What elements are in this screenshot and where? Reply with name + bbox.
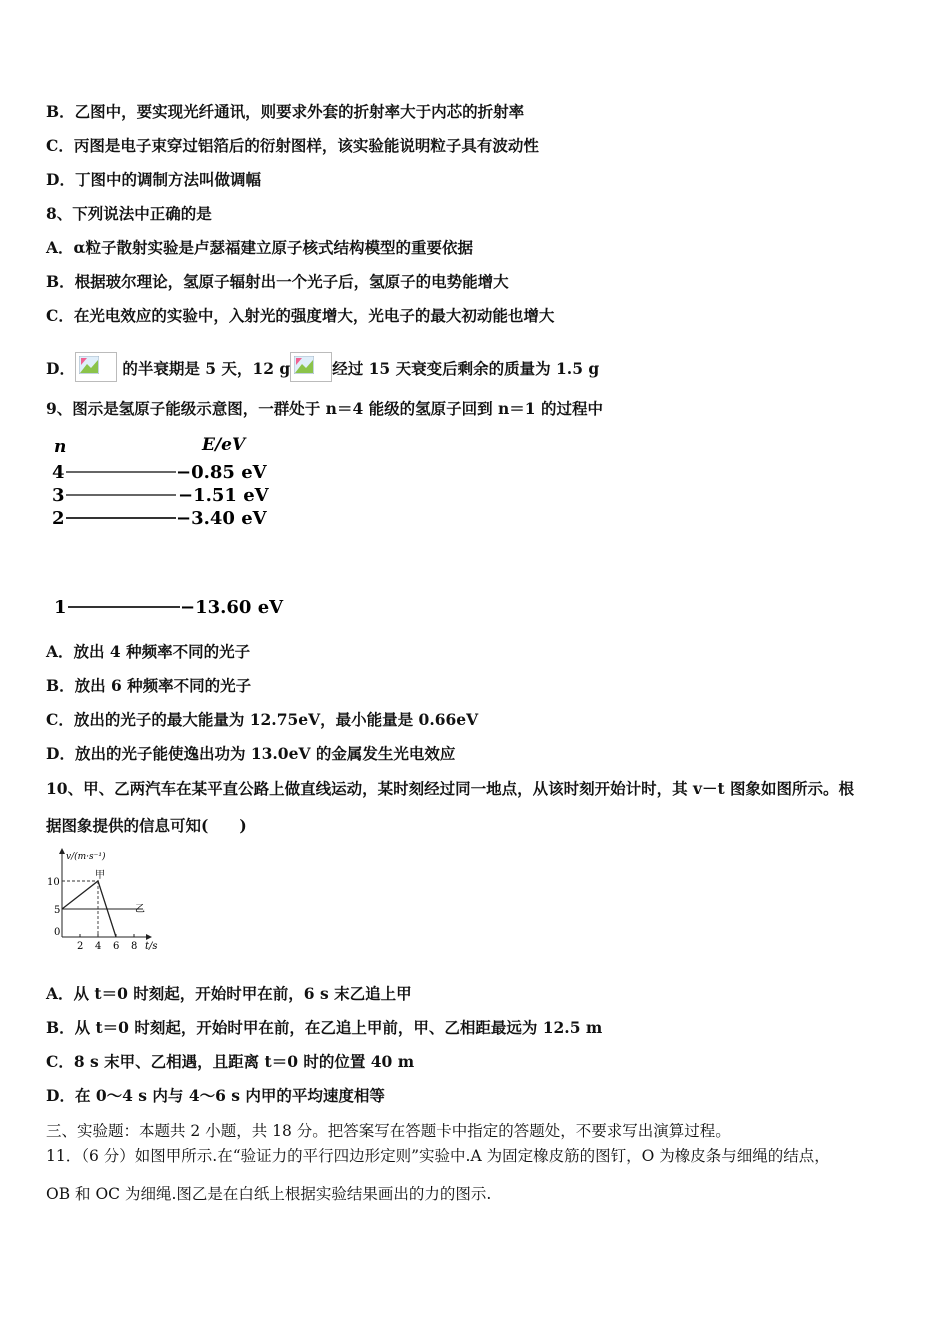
q10-option-c: C．8 s 末甲、乙相遇，且距离 t＝0 时的位置 40 m	[46, 1052, 415, 1071]
section-3-title: 三、实验题：本题共 2 小题，共 18 分。把答案写在答题卡中指定的答题处，不要求写出演算过程。	[46, 1122, 731, 1140]
q10-option-d: D．在 0～4 s 内与 4～6 s 内甲的平均速度相等	[46, 1086, 385, 1105]
y-tick-label: 0	[54, 927, 61, 938]
level-3-energy: −1.51 eV	[178, 485, 269, 506]
q8-stem: 8、下列说法中正确的是	[46, 204, 212, 223]
q8-option-d-prefix: D．	[46, 359, 75, 378]
level-1-n: 1	[54, 597, 67, 618]
energy-level-diagram	[46, 430, 286, 625]
q9-option-b: B．放出 6 种频率不同的光子	[46, 676, 252, 695]
x-axis-label: t/s	[145, 941, 158, 952]
q9-stem: 9、图示是氢原子能级示意图，一群处于 n＝4 能级的氢原子回到 n＝1 的过程中	[46, 399, 603, 418]
n-axis-label: n	[54, 437, 67, 457]
q10-option-a: A．从 t＝0 时刻起，开始时甲在前，6 s 末乙追上甲	[46, 984, 412, 1003]
x-tick-label: 8	[131, 941, 138, 952]
broken-image-icon	[75, 352, 117, 382]
level-3-n: 3	[52, 485, 65, 506]
q10-option-b: B．从 t＝0 时刻起，开始时甲在前，在乙追上甲前，甲、乙相距最远为 12.5 m	[46, 1018, 603, 1037]
q8-option-a: A．α粒子散射实验是卢瑟福建立原子核式结构模型的重要依据	[46, 238, 473, 257]
q8-option-d-text1: 的半衰期是 5 天，12 g	[122, 359, 291, 378]
q11-line2: OB 和 OC 为细绳.图乙是在白纸上根据实验结果画出的力的图示.	[46, 1185, 492, 1203]
q8-option-d	[46, 352, 599, 382]
x-tick-label: 4	[95, 941, 102, 952]
q8-option-d-text2: 经过 15 天衰变后剩余的质量为 1.5 g	[332, 359, 600, 378]
broken-image-icon	[290, 352, 332, 382]
level-1-energy: −13.60 eV	[180, 597, 284, 618]
v-t-chart	[46, 845, 236, 957]
q10-stem-line2: 据图象提供的信息可知( )	[46, 816, 247, 835]
level-4-n: 4	[52, 462, 65, 483]
x-tick-label: 2	[77, 941, 84, 952]
q9-option-a: A．放出 4 种频率不同的光子	[46, 642, 251, 661]
level-2-n: 2	[52, 508, 65, 529]
q9-option-c: C．放出的光子的最大能量为 12.75eV，最小能量是 0.66eV	[46, 710, 479, 729]
q10-stem-line1: 10、甲、乙两汽车在某平直公路上做直线运动，某时刻经过同一地点，从该时刻开始计时，其 v－t 图象如图所示。根	[46, 779, 855, 798]
series-label-jia: 甲	[95, 870, 105, 881]
energy-axis-label: E/eV	[202, 435, 246, 455]
q8-option-c: C．在光电效应的实验中，入射光的强度增大，光电子的最大初动能也增大	[46, 306, 555, 325]
y-axis-label: v/(m·s⁻¹)	[66, 852, 106, 862]
q9-option-d: D．放出的光子能使逸出功为 13.0eV 的金属发生光电效应	[46, 744, 456, 763]
q8-option-b: B．根据玻尔理论，氢原子辐射出一个光子后，氢原子的电势能增大	[46, 272, 509, 291]
q7-option-b: B．乙图中，要实现光纤通讯，则要求外套的折射率大于内芯的折射率	[46, 102, 525, 121]
series-label-yi: 乙	[135, 904, 145, 915]
q7-option-c: C．丙图是电子束穿过铝箔后的衍射图样，该实验能说明粒子具有波动性	[46, 136, 539, 155]
q11-line1: 11．（6 分）如图甲所示.在“验证力的平行四边形定则”实验中.A 为固定橡皮筋的图钉，O 为橡皮条与细绳的结点，	[46, 1147, 830, 1165]
x-tick-label: 6	[113, 941, 120, 952]
y-tick-label: 10	[47, 877, 60, 888]
level-4-energy: −0.85 eV	[176, 462, 267, 483]
y-axis-arrow	[59, 848, 65, 854]
y-tick-label: 5	[54, 905, 61, 916]
level-2-energy: −3.40 eV	[176, 508, 267, 529]
x-axis-arrow	[146, 934, 152, 940]
q7-option-d: D．丁图中的调制方法叫做调幅	[46, 170, 261, 189]
